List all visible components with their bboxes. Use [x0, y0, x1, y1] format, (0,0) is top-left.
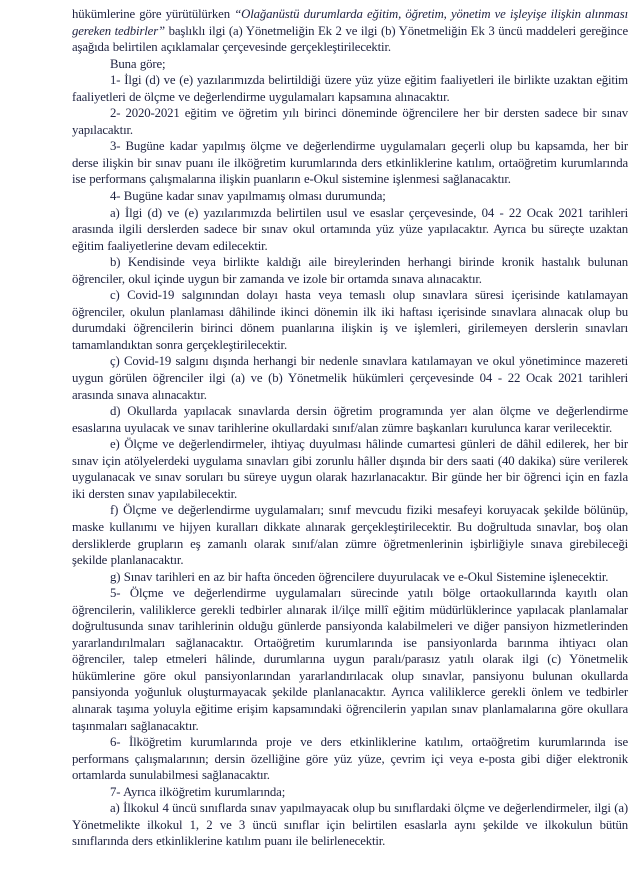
body-paragraph-11: e) Ölçme ve değerlendirmeler, ihtiyaç duyulması hâlinde cumartesi günleri de dâhil edilerek, her bir sınav için atölyelerdeki uygulama sınavları gibi zorunlu hâller dışında bir ders saati (40 dakika) süre verilerek uygulanacak ve sınav soruları bu süreye uygun olarak hazırlanacaktır. Bir günde her bir öğrenci için en fazla iki dersten sınav yapılabilecektir.: [72, 437, 628, 501]
document-body: [72, 56, 628, 850]
body-paragraph-16: 7- Ayrıca ilköğretim kurumlarında;: [110, 784, 286, 799]
body-paragraph-1: Buna göre;: [110, 56, 166, 71]
intro-text-post: başlıklı ilgi (a) Yönetmeliğin Ek 2 ve ilgi (b) Yönetmeliğin Ek 3 üncü maddeleri gereğince aşağıda belirtilen açıklamalar çerçevesinde gerçekleştirilecektir.: [72, 23, 628, 55]
body-paragraph-10: d) Okullarda yapılacak sınavlarda dersin öğretim programında yer alan ölçme ve değerlendirme esaslarına uyulacak ve sınav tarihlerine okullardaki sınıf/alan zümre başkanları kurulunca karar verilecektir.: [72, 404, 628, 435]
body-paragraph-7: b) Kendisinde veya birlikte kaldığı aile bireylerinden herhangi birinde kronik hastalık bulunan öğrenciler, okul içinde uygun bir zamanda ve izole bir ortamda sınava alınacaktır.: [72, 255, 628, 286]
body-paragraph-12: f) Ölçme ve değerlendirme uygulamaları; sınıf mevcudu fiziki mesafeyi koruyacak şekilde bölünüp, maske kullanımı ve hijyen kuralları dikkate alınarak gerçekleştirilecektir. Bu doğrultuda sınavlar, boş olan dersliklerde grupların eş zamanlı olarak sınıf/alan zümre öğretmenlerinin işbirliğiyle sınava girebileceği şekilde planlanacaktır.: [72, 503, 628, 568]
body-paragraph-14: 5- Ölçme ve değerlendirme uygulamaları sürecinde yatılı bölge ortaokullarında kayıtlı olan öğrencilerin, valiliklerce gerekli tedbirler alınarak il/ilçe millî eğitim müdürlüklerince yapılacak planlamalar doğrultusunda sınav tarihlerinin olduğu günlerde pansiyonda kalabilmeleri ve diğer pansiyon hizmetlerinden yararlandırılmaları sağlanacaktır. Ortaöğretim kurumlarında ise pansiyonlarda barınma ihtiyacı olan öğrenciler, talep etmeleri hâlinde, durumlarına uygun paralı/parasız yatılı olarak ilgi (c) Yönetmelik hükümlerine göre okul pansiyonlarından yararlandırılacak olup sınavlar, pansiyonu bulunan okullarda pansiyonda yoğunluk oluşturmayacak şekilde planlanacaktır. Ayrıca valiliklerce gerekli önlem ve tedbirler alınarak taşıma yoluyla eğitime erişim kapsamındaki öğrencilerin yapılan sınav planlamalarına göre okullara taşınmaları sağlanacaktır.: [72, 586, 628, 733]
intro-paragraph: [72, 6, 628, 56]
body-paragraph-13: g) Sınav tarihleri en az bir hafta önceden öğrencilere duyurulacak ve e-Okul Sistemine işlenecektir.: [110, 569, 609, 584]
body-paragraph-9: ç) Covid-19 salgını dışında herhangi bir nedenle sınavlara katılamayan ve okul yönetimince mazereti uygun görülen öğrenciler ilgi (a) ve (b) Yönetmelik hükümleri çerçevesinde 04 - 22 Ocak 2021 tarihleri arasında sınava alınacaktır.: [72, 354, 628, 402]
body-paragraph-3: 2- 2020-2021 eğitim ve öğretim yılı birinci döneminde öğrencilere her bir dersten sadece bir sınav yapılacaktır.: [72, 106, 628, 137]
intro-quote-italic: “Olağanüstü durumlarda eğitim, öğretim, yönetim ve işleyişe ilişkin alınması gereken tedbirler”: [72, 7, 628, 38]
body-paragraph-6: a) İlgi (d) ve (e) yazılarımızda belirtilen usul ve esaslar çerçevesinde, 04 - 22 Ocak 2021 tarihleri arasında ilgili derslerden sadece bir sınav okul ortamında yüz yüze yapılacaktır. Ayrıca bu süreçte uzaktan eğitim faaliyetlerine devam edilecektir.: [72, 205, 628, 253]
body-paragraph-4: 3- Bugüne kadar yapılmış ölçme ve değerlendirme uygulamaları geçerli olup bu kapsamda, her bir derse ilişkin bir sınav puanı ile ilköğretim kurumlarında ders etkinliklerine katılım, ortaöğretim kurumlarında ise performans çalışmalarına ilişkin puanların e-Okul sistemine işlenmesi sağlanacaktır.: [72, 139, 628, 187]
body-paragraph-17: a) İlkokul 4 üncü sınıflarda sınav yapılmayacak olup bu sınıflardaki ölçme ve değerlendirmeler, ilgi (a) Yönetmelikte ilkokul 1, 2 ve 3 üncü sınıflar için belirtilen esaslarla aynı şekilde ve ilkokulun bütün sınıflarında ders etkinliklerine katılım puanı ile belirlenecektir.: [72, 801, 628, 849]
body-paragraph-2: 1- İlgi (d) ve (e) yazılarımızda belirtildiği üzere yüz yüze eğitim faaliyetleri ile birlikte uzaktan eğitim faaliyetleri de ölçme ve değerlendirme uygulamaları kapsamına alınacaktır.: [72, 73, 628, 104]
body-paragraph-8: c) Covid-19 salgınından dolayı hasta veya temaslı olup sınavlara süresi içerisinde katılamayan öğrenciler, okulun planlaması dâhilinde ikinci dönemin ilk iki haftası içerisinde sınavlara alınacak olup bu durumdaki öğrencilerin birinci dönem puanlarına ilişkin iş ve işlemleri, girilemeyen derslerin sınavları tamamlandıktan sonra gerçekleştirilecektir.: [72, 288, 628, 352]
body-paragraph-15: 6- İlköğretim kurumlarında proje ve ders etkinliklerine katılım, ortaöğretim kurumlarında ise performans çalışmalarının; dersin özelliğine göre yüz yüze, çevrim içi veya e-posta gibi diğer elektronik ortamlarda sunulabilmesi sağlanacaktır.: [72, 735, 628, 783]
body-paragraph-5: 4- Bugüne kadar sınav yapılmamış olması durumunda;: [110, 189, 386, 204]
intro-text-pre: hükümlerine göre yürütülürken: [72, 7, 235, 21]
